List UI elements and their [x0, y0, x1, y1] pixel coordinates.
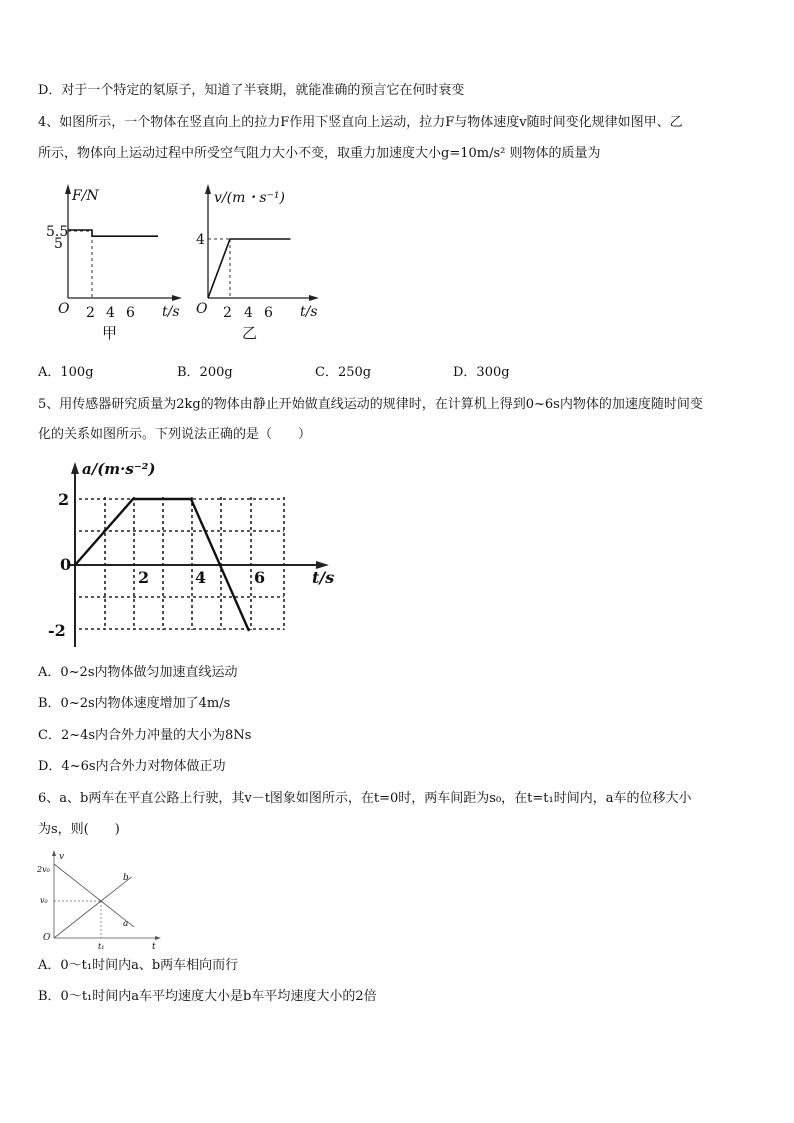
y-axis-label: F/N: [72, 188, 99, 204]
origin-label: O: [196, 301, 208, 317]
q6-option-b[interactable]: B．0～t₁时间内a车平均速度大小是b车平均速度大小的2倍: [38, 989, 377, 1004]
y-axis-label: v/(m・s⁻¹): [214, 190, 286, 206]
x-tick-2: 2: [86, 305, 95, 321]
figure-caption: 甲: [102, 324, 118, 342]
x-axis-arrow: [172, 295, 182, 301]
q5-option-d[interactable]: D．4~6s内合外力对物体做正功: [38, 759, 226, 774]
q5-text-line2: 化的关系如图所示。下列说法正确的是（ ）: [38, 427, 312, 442]
x-axis-label: t/s: [300, 304, 318, 320]
q4-figure-force: [38, 178, 188, 348]
x-tick-6: 6: [254, 568, 266, 587]
x-axis-arrow: [155, 936, 161, 940]
x-tick-t1: t₁: [98, 942, 105, 951]
y-axis-label: a/(m·s⁻²): [82, 460, 156, 478]
y-tick-neg2: -2: [48, 621, 66, 640]
q6-text-line1: 6、a、b两车在平直公路上行驶，其v－t图象如图所示，在t=0时，两车间距为s₀，在t=t₁时间内，a车的位移大小: [38, 791, 692, 806]
line-a-label: a: [123, 919, 129, 929]
q4-text-line2: 所示，物体向上运动过程中所受空气阻力大小不变，取重力加速度大小g=10m/s² 则物体的质量为: [38, 146, 601, 161]
grid-vertical: [105, 497, 284, 630]
q6-option-a[interactable]: A．0～t₁时间内a、b两车相向而行: [38, 958, 239, 973]
y-axis-label: v: [59, 852, 65, 862]
x-tick-6: 6: [126, 305, 135, 321]
velocity-line: [208, 239, 291, 298]
q4-option-c[interactable]: C．250g: [315, 365, 372, 380]
line-a: [54, 864, 134, 927]
x-tick-4: 4: [244, 305, 253, 321]
x-axis-label: t/s: [312, 568, 335, 587]
y-axis-arrow: [71, 462, 79, 474]
q4-option-a[interactable]: A．100g: [38, 365, 94, 380]
x-axis-arrow: [309, 295, 319, 301]
y-axis-arrow: [205, 184, 211, 194]
q5-option-c[interactable]: C．2~4s内合外力冲量的大小为8Ns: [38, 728, 252, 743]
line-b-label: b: [123, 873, 129, 883]
x-tick-4: 4: [106, 305, 115, 321]
origin-label: O: [58, 301, 70, 317]
q5-option-b[interactable]: B．0~2s内物体速度增加了4m/s: [38, 696, 231, 711]
y-axis-arrow: [52, 850, 56, 856]
x-tick-4: 4: [195, 568, 207, 587]
y-tick-5: 5: [54, 236, 63, 252]
q4-option-d[interactable]: D．300g: [453, 365, 510, 380]
origin-label: O: [43, 933, 51, 943]
x-axis-label: t: [152, 942, 156, 952]
grid: [79, 497, 284, 630]
y-tick-4: 4: [196, 232, 205, 248]
y-tick-5-5: 5.5: [46, 224, 69, 240]
origin-label: 0: [60, 555, 72, 574]
y-tick-2v0: 2v₀: [37, 865, 50, 874]
x-tick-2: 2: [223, 305, 232, 321]
y-tick-v0: v₀: [40, 896, 48, 905]
line-b: [54, 877, 132, 938]
q4-text-line1: 4、如图所示，一个物体在竖直向上的拉力F作用下竖直向上运动，拉力F与物体速度v随时间变化规律如图甲、乙: [38, 115, 683, 130]
prev-option-d: D．对于一个特定的氡原子，知道了半衰期，就能准确的预言它在何时衰变: [38, 83, 465, 98]
y-tick-2: 2: [58, 490, 70, 509]
x-tick-6: 6: [264, 305, 273, 321]
x-tick-2: 2: [138, 568, 150, 587]
q4-figure-velocity: [190, 178, 330, 348]
x-axis-label: t/s: [162, 304, 180, 320]
q4-option-b[interactable]: B．200g: [177, 365, 233, 380]
q5-option-a[interactable]: A．0~2s内物体做匀加速直线运动: [38, 665, 238, 680]
q6-text-line2: 为s，则( ): [38, 822, 120, 837]
q6-figure-vt: [34, 848, 174, 953]
q5-figure-acceleration: [40, 452, 360, 652]
figure-caption: 乙: [242, 324, 258, 342]
q5-text-line1: 5、用传感器研究质量为2kg的物体由静止开始做直线运动的规律时，在计算机上得到0~6s内物体的加速度随时间变: [38, 397, 703, 412]
y-axis-arrow: [65, 184, 71, 194]
